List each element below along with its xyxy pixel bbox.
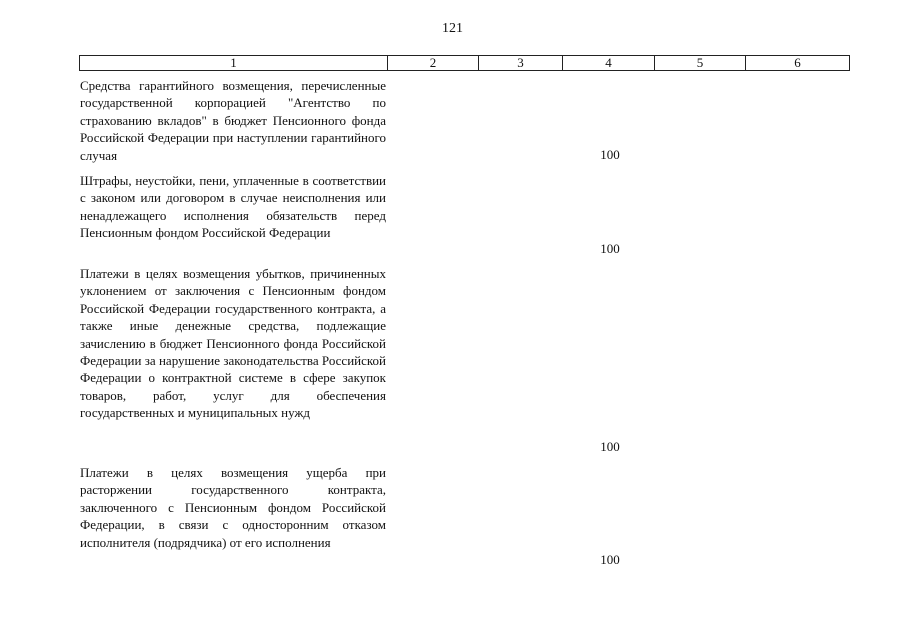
column-header-5: 5 <box>655 56 746 71</box>
row-value-column-4: 100 <box>600 552 620 567</box>
page-number: 121 <box>442 21 463 36</box>
column-header-table <box>79 55 850 71</box>
row-value-column-4: 100 <box>600 241 620 256</box>
column-header-4: 4 <box>563 56 655 71</box>
row-value-column-4: 100 <box>600 439 620 454</box>
column-header-6: 6 <box>746 56 850 71</box>
column-header-2: 2 <box>388 56 479 71</box>
column-header-3: 3 <box>479 56 563 71</box>
row-value-column-4: 100 <box>600 147 620 162</box>
row-description: Платежи в целях возмещения ущерба при расторжении государственного контракта, заключенного с Пенсионным фондом Российской Федерации, в связи с односторонним отказом исполнителя (подрядчика) от его исполнения <box>80 465 386 550</box>
row-description: Штрафы, неустойки, пени, уплаченные в соответствии с законом или договором в случае неисполнения или ненадлежащего исполнения обязательств перед Пенсионным фондом Российской Федерации <box>80 173 386 241</box>
column-header-row <box>80 56 850 71</box>
row-description: Средства гарантийного возмещения, перечисленные государственной корпорацией "Агентство по страхованию вкладов" в бюджет Пенсионного фонда Российской Федерации при наступлении гарантийного случая <box>80 78 386 163</box>
row-description: Платежи в целях возмещения убытков, причиненных уклонением от заключения с Пенсионным фондом Российской Федерации государственного контракта, а также иные денежные средства, подлежащие зачислению в бюджет Пенсионного фонда Российской Федерации за нарушение законодательства Российской Федерации о контрактной системе в сфере закупок товаров, работ, услуг для обеспечения государственных и муниципальных нужд <box>80 266 386 421</box>
column-header-1: 1 <box>80 56 388 71</box>
